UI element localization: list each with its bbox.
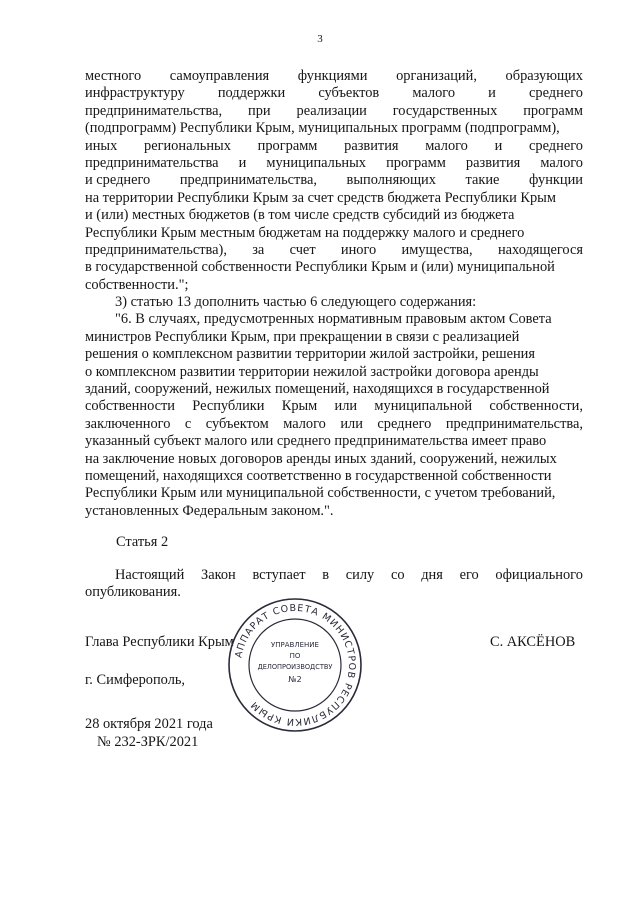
text-segment: местного	[85, 68, 142, 84]
text-segment: региональных	[144, 137, 231, 154]
text-segment: "6. В случаях, предусмотренных нормативным правовым актом Совета	[115, 311, 552, 328]
text-segment: среднего	[529, 137, 583, 154]
text-segment: Настоящий	[115, 567, 185, 583]
text-segment: предпринимательства	[85, 154, 219, 171]
text-segment: выполняющих	[346, 172, 436, 189]
date: 28 октября 2021 года	[85, 716, 213, 732]
body-line	[85, 120, 583, 137]
text-segment: Республики Крым или муниципальной собственности, с учетом требований,	[85, 485, 556, 502]
text-segment: малого	[412, 85, 456, 102]
text-segment: находящегося	[497, 241, 583, 258]
text-segment: в	[322, 567, 330, 583]
text-segment: самоуправления	[169, 68, 270, 84]
text-segment: дня	[421, 567, 443, 583]
text-segment: на территории Республики Крым за счет средств бюджета Республики Крым	[85, 189, 556, 206]
text-segment: малого	[283, 415, 326, 432]
text-segment: о комплексном развитии территории нежилой застройки договора аренды	[85, 363, 539, 380]
text-segment: малого	[425, 137, 468, 154]
text-segment: муниципальных	[266, 154, 366, 171]
text-segment: и	[488, 85, 496, 102]
document-number: № 232-ЗРК/2021	[97, 734, 199, 750]
text-segment: с	[184, 415, 192, 432]
text-segment: субъектом	[205, 415, 269, 432]
official-stamp	[225, 595, 365, 735]
text-segment: развития	[465, 154, 521, 171]
closing-line	[85, 567, 583, 584]
signature-name: С. АКСЁНОВ	[490, 634, 576, 650]
text-segment: в государственной собственности Республики Крым и (или) муниципальной	[85, 259, 555, 276]
body-line	[85, 207, 583, 224]
text-segment: среднего	[377, 415, 432, 432]
text-segment: указанный субъект малого или среднего предпринимательства имеет право	[85, 433, 547, 450]
text-segment: иных	[85, 137, 118, 154]
article-heading: Статья 2	[116, 534, 169, 550]
text-segment: поддержки	[217, 85, 286, 102]
text-segment: предпринимательства,	[85, 102, 223, 119]
text-segment: заключенного	[85, 415, 171, 432]
body-line	[85, 485, 583, 502]
text-segment: предпринимательства),	[85, 241, 227, 258]
text-segment: функции	[529, 172, 583, 189]
text-segment: (подпрограмм) Республики Крым, муниципальных программ (подпрограмм),	[85, 120, 560, 137]
text-segment: Крым	[281, 398, 318, 415]
text-segment: образующих	[505, 68, 583, 84]
city: г. Симферополь,	[85, 672, 186, 688]
stamp-line-3: ДЕЛОПРОИЗВОДСТВУ	[257, 663, 333, 671]
text-segment: 3) статью 13 дополнить частью 6 следующего содержания:	[115, 294, 477, 311]
text-segment: инфраструктуру	[85, 85, 185, 102]
text-segment: официального	[495, 567, 583, 583]
text-segment: собственности	[85, 398, 176, 415]
body-line	[85, 277, 583, 294]
text-segment: такие	[465, 172, 500, 189]
text-segment: и	[238, 154, 247, 171]
text-segment: помещений, находящихся соответственно в государственной собственности	[85, 467, 552, 484]
text-segment: или	[340, 415, 363, 432]
body-line	[85, 398, 583, 415]
text-segment: со	[390, 567, 405, 583]
body-line	[85, 155, 583, 172]
text-segment: Республики Крым местным бюджетам на поддержку малого и среднего	[85, 224, 525, 241]
text-segment: и	[494, 137, 503, 154]
body-text	[85, 68, 583, 520]
body-line	[85, 225, 583, 242]
body-line	[85, 381, 583, 398]
text-segment: среднего	[529, 85, 583, 102]
body-line	[85, 103, 583, 120]
text-segment: собственности,	[489, 398, 583, 415]
text-segment: предпринимательства,	[445, 415, 583, 432]
body-line	[85, 259, 583, 276]
body-line	[85, 68, 583, 85]
text-segment: развития	[344, 137, 399, 154]
text-segment: программ	[523, 102, 583, 119]
body-line	[85, 172, 583, 189]
text-segment: или	[334, 398, 358, 415]
text-segment: министров Республики Крым, при прекращении в связи с реализацией	[85, 328, 520, 345]
stamp-seal-icon	[225, 595, 365, 735]
body-line	[85, 416, 583, 433]
text-segment: организаций,	[396, 68, 477, 84]
text-segment: и среднего	[85, 172, 151, 189]
body-line	[85, 451, 583, 468]
signature-title: Глава Республики Крым	[85, 634, 234, 650]
text-segment: имущества,	[401, 241, 473, 258]
body-line	[85, 329, 583, 346]
text-segment: функциями	[297, 68, 368, 84]
body-line	[85, 433, 583, 450]
body-line	[85, 503, 583, 520]
stamp-line-4: №2	[288, 675, 302, 684]
body-line	[85, 190, 583, 207]
text-segment: субъектов	[318, 85, 380, 102]
text-segment: при	[248, 102, 271, 119]
body-line	[85, 138, 583, 155]
text-segment: государственных	[392, 102, 498, 119]
text-segment: за	[252, 241, 265, 258]
body-line	[85, 311, 583, 328]
body-line	[85, 468, 583, 485]
text-segment: собственности.";	[85, 276, 189, 293]
text-segment: решения о комплексном развитии территории жилой застройки, решения	[85, 346, 535, 363]
text-segment: программ	[386, 154, 446, 171]
text-segment: его	[459, 567, 479, 583]
page-number: 3	[317, 33, 323, 45]
body-line	[85, 346, 583, 363]
body-line	[85, 294, 583, 311]
text-segment: силу	[345, 567, 375, 583]
text-segment: иного	[340, 241, 377, 258]
text-segment: счет	[289, 241, 316, 258]
text-segment: вступает	[252, 567, 306, 583]
stamp-line-1: УПРАВЛЕНИЕ	[271, 641, 319, 649]
text-segment: Закон	[200, 567, 236, 583]
stamp-ring-text: АППАРАТ СОВЕТА МИНИСТРОВ РЕСПУБЛИКИ КРЫМ	[233, 602, 358, 728]
text-segment: и (или) местных бюджетов (в том числе средств субсидий из бюджета	[85, 207, 515, 224]
text-segment: опубликования.	[85, 584, 181, 601]
text-segment: зданий, сооружений, нежилых помещений, находящихся в государственной	[85, 381, 550, 398]
text-segment: муниципальной	[374, 398, 473, 415]
text-segment: реализации	[296, 102, 367, 119]
text-segment: малого	[540, 154, 583, 171]
text-segment: предпринимательства,	[179, 172, 317, 189]
body-line	[85, 364, 583, 381]
text-segment: установленных Федеральным законом.".	[85, 502, 334, 519]
body-line	[85, 85, 583, 102]
stamp-line-2: ПО	[289, 652, 301, 660]
text-segment: Республики	[192, 398, 265, 415]
body-line	[85, 242, 583, 259]
text-segment: программ	[257, 137, 318, 154]
text-segment: на заключение новых договоров аренды иных зданий, сооружений, нежилых	[85, 450, 557, 467]
